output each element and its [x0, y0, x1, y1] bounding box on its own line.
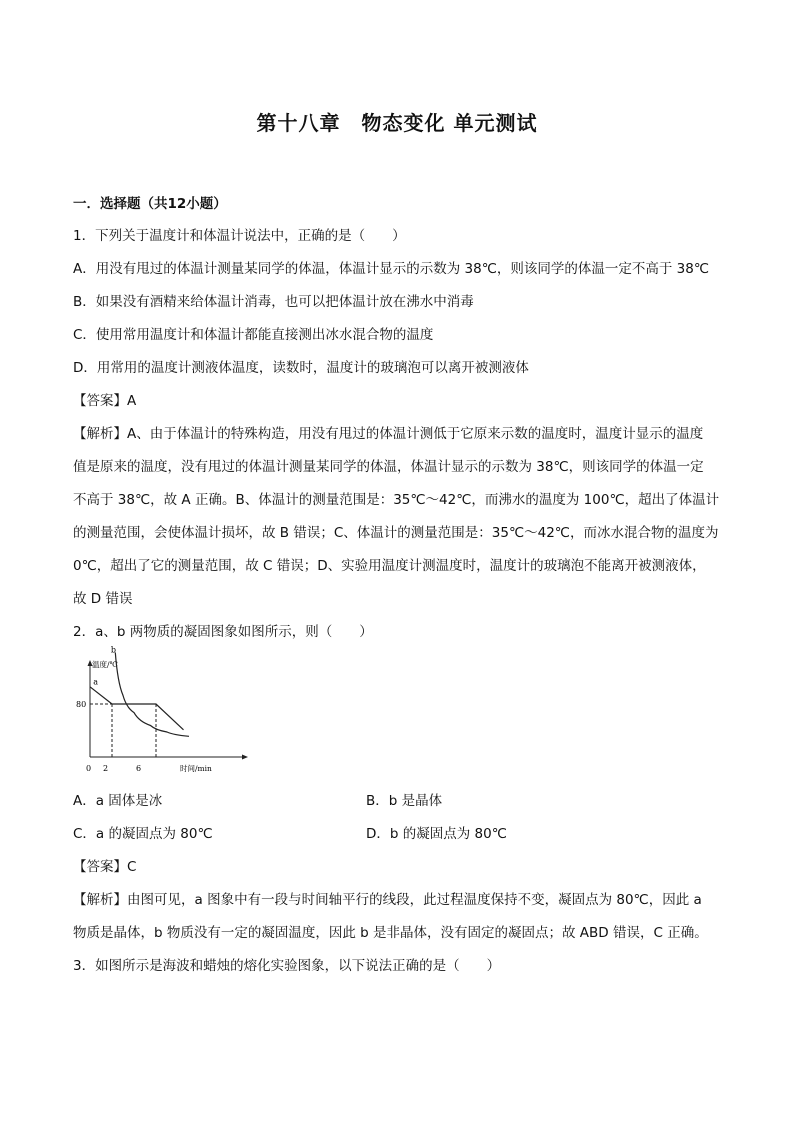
- q2-analysis-line: 物质是晶体，b 物质没有一定的凝固温度，因此 b 是非晶体，没有固定的凝固点；故 ABD 错误，C 正确。: [73, 925, 708, 941]
- q2-option-b: B．b 是晶体: [366, 793, 443, 809]
- x-tick-label: 2: [103, 764, 109, 773]
- q1-answer: 【答案】A: [73, 393, 137, 409]
- q1-option-b: B．如果没有酒精来给体温计消毒，也可以把体温计放在沸水中消毒: [73, 294, 474, 310]
- solidification-chart: [72, 645, 252, 777]
- q1-analysis-line: 0℃，超出了它的测量范围，故 C 错误；D、实验用温度计测温度时，温度计的玻璃泡不能离开被测液体，: [73, 558, 706, 574]
- section-heading: 一．选择题（共12小题）: [73, 196, 227, 212]
- page-title: 第十八章 物态变化 单元测试: [256, 111, 538, 135]
- q1-stem: 1．下列关于温度计和体温计说法中，正确的是（ ）: [73, 228, 406, 244]
- q1-analysis-line: 值是原来的温度，没有甩过的体温计测量某同学的体温，体温计显示的示数为 38℃，则该同学的体温一定: [73, 459, 704, 475]
- q3-stem: 3．如图所示是海波和蜡烛的熔化实验图象，以下说法正确的是（ ）: [73, 958, 501, 974]
- q1-analysis-line: 故 D 错误: [73, 591, 133, 607]
- series-b-label: b: [110, 645, 117, 655]
- q1-analysis-line: 的测量范围，会使体温计损坏，故 B 错误；C、体温计的测量范围是：35℃～42℃，而冰水混合物的温度为: [73, 525, 719, 541]
- q2-option-a: A．a 固体是冰: [73, 793, 163, 809]
- q2-option-c: C．a 的凝固点为 80℃: [73, 826, 213, 842]
- q2-analysis-line: 【解析】由图可见，a 图象中有一段与时间轴平行的线段，此过程温度保持不变，凝固点为 80℃，因此 a: [73, 892, 702, 908]
- q1-analysis-line: 不高于 38℃，故 A 正确。B、体温计的测量范围是：35℃～42℃，而沸水的温度为 100℃，超出了体温计: [73, 492, 720, 508]
- q2-answer: 【答案】C: [73, 859, 137, 875]
- q2-option-d: D．b 的凝固点为 80℃: [366, 826, 507, 842]
- q1-option-d: D．用常用的温度计测液体温度，读数时，温度计的玻璃泡可以离开被测液体: [73, 360, 529, 376]
- series-a-label: a: [93, 677, 99, 687]
- q1-option-c: C．使用常用温度计和体温计都能直接测出冰水混合物的温度: [73, 327, 434, 343]
- y-axis-label: 温度/℃: [92, 660, 118, 669]
- q1-option-a: A．用没有甩过的体温计测量某同学的体温，体温计显示的示数为 38℃，则该同学的体温一定不高于 38℃: [73, 261, 709, 277]
- x-tick-label: 0: [86, 764, 92, 773]
- x-tick-label: 6: [136, 764, 142, 773]
- x-axis-label: 时间/min: [180, 764, 212, 773]
- q2-stem: 2．a、b 两物质的凝固图象如图所示，则（ ）: [73, 624, 373, 640]
- q1-analysis-line: 【解析】A、由于体温计的特殊构造，用没有甩过的体温计测低于它原来示数的温度时，温度计显示的温度: [73, 426, 704, 442]
- series-b-line: [115, 652, 189, 736]
- x-axis-arrow-icon: [242, 755, 248, 760]
- y-tick-label: 80: [76, 700, 87, 709]
- series-a-line: [90, 687, 184, 730]
